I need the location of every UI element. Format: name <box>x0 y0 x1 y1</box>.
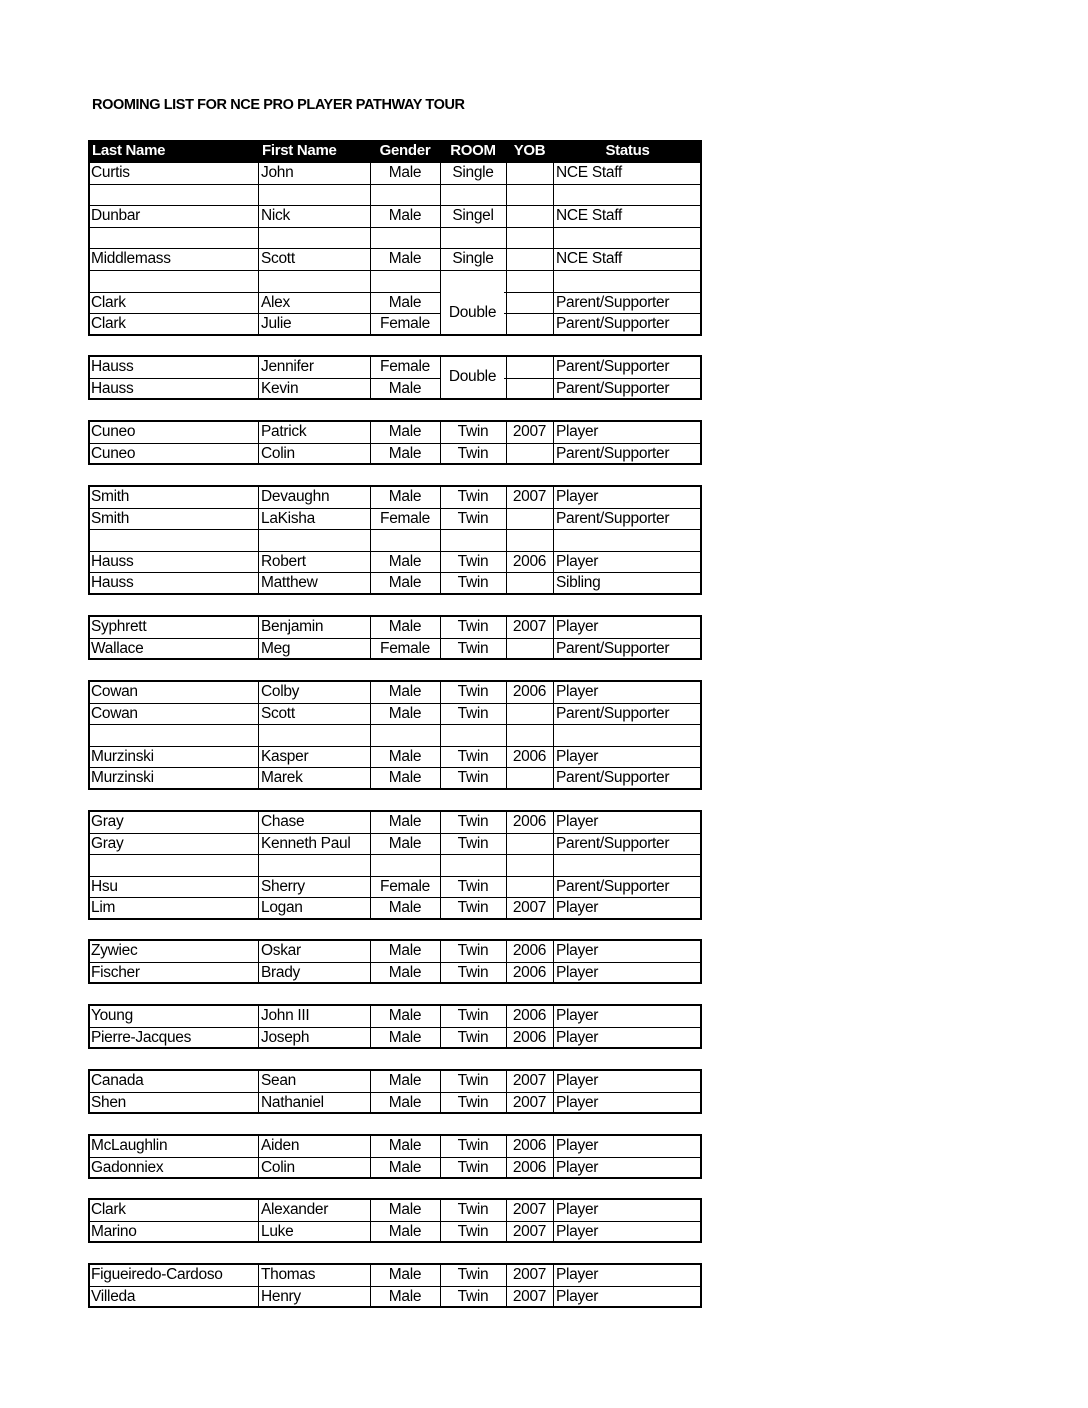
cell-last-name: Dunbar <box>91 207 141 225</box>
cell-first-name <box>258 227 370 249</box>
cell-gender: Female <box>380 877 430 895</box>
cell-yob: 2007 <box>512 1093 547 1111</box>
cell-last-name: Shen <box>91 1093 126 1111</box>
cell-room: Twin <box>457 704 489 722</box>
table-row <box>88 508 702 530</box>
cell-gender: Male <box>388 1093 422 1111</box>
cell-last-name: Villeda <box>91 1287 136 1305</box>
cell-room: Twin <box>457 1137 489 1154</box>
cell-first-name: John <box>261 164 294 181</box>
cell-gender: Male <box>388 552 422 570</box>
cell-yob: 2006 <box>512 1007 547 1024</box>
table-row <box>88 572 702 594</box>
cell-yob <box>506 703 553 725</box>
cell-room: Twin <box>457 1072 489 1089</box>
cell-yob <box>506 854 553 876</box>
cell-gender: Male <box>388 704 422 722</box>
cell-status: Player <box>556 1222 599 1240</box>
cell-room: Twin <box>457 1093 489 1111</box>
table-row <box>88 227 702 249</box>
cell-gender <box>370 227 440 249</box>
cell-status: Parent/Supporter <box>556 877 670 895</box>
cell-status: Player <box>556 1287 599 1305</box>
cell-status <box>553 270 702 292</box>
cell-gender: Female <box>380 358 430 375</box>
cell-room: Twin <box>457 769 489 787</box>
cell-status <box>553 724 702 746</box>
table-row <box>88 162 702 184</box>
table-row <box>88 1135 702 1157</box>
cell-last-name: Cowan <box>91 704 138 722</box>
table-row <box>88 854 702 876</box>
table-row <box>88 1221 702 1243</box>
cell-status: Sibling <box>556 574 601 592</box>
cell-last-name: Wallace <box>91 639 144 657</box>
cell-gender: Male <box>388 207 422 225</box>
cell-first-name: Colin <box>261 444 295 462</box>
cell-last-name: Canada <box>91 1072 144 1089</box>
cell-last-name: Hauss <box>91 358 134 375</box>
cell-first-name <box>258 270 370 292</box>
table-row <box>88 703 702 725</box>
cell-status: Player <box>556 963 599 981</box>
cell-yob <box>506 508 553 530</box>
table-row <box>88 443 702 465</box>
cell-status: NCE Staff <box>556 207 622 225</box>
table-row <box>88 811 702 833</box>
table-row <box>88 1070 702 1092</box>
cell-yob <box>506 205 553 227</box>
cell-yob: 2007 <box>512 1201 547 1218</box>
cell-room: Twin <box>457 813 489 830</box>
cell-yob <box>506 767 553 789</box>
cell-first-name: Chase <box>261 813 305 830</box>
document-title: ROOMING LIST FOR NCE PRO PLAYER PATHWAY TOUR <box>92 97 465 113</box>
cell-status: Player <box>556 1072 599 1089</box>
cell-last-name: Lim <box>91 899 116 917</box>
table-row <box>88 421 702 443</box>
cell-yob <box>506 313 553 335</box>
cell-first-name: Thomas <box>261 1266 316 1283</box>
cell-yob: 2006 <box>512 747 547 765</box>
cell-status: Parent/Supporter <box>556 444 670 462</box>
cell-yob: 2006 <box>512 813 547 830</box>
cell-first-name: Patrick <box>261 423 307 440</box>
cell-yob: 2006 <box>512 1137 547 1154</box>
cell-gender: Male <box>388 1028 422 1046</box>
cell-room: Twin <box>457 963 489 981</box>
cell-yob: 2006 <box>512 942 547 959</box>
cell-yob <box>506 270 553 292</box>
table-row <box>88 292 702 314</box>
cell-status: NCE Staff <box>556 250 622 268</box>
cell-last-name: Young <box>91 1007 133 1024</box>
table-row <box>88 356 702 378</box>
cell-gender: Male <box>388 834 422 852</box>
cell-room: Twin <box>457 877 489 895</box>
cell-first-name: Benjamin <box>261 618 324 635</box>
cell-yob: 2007 <box>512 1072 547 1089</box>
cell-first-name: Aiden <box>261 1137 300 1154</box>
cell-last-name: Hauss <box>91 552 134 570</box>
cell-first-name: Scott <box>261 250 295 268</box>
cell-room <box>440 270 506 292</box>
cell-yob <box>506 724 553 746</box>
cell-gender: Male <box>388 1201 422 1218</box>
cell-last-name: Marino <box>91 1222 137 1240</box>
cell-room: Twin <box>457 444 489 462</box>
cell-last-name: Clark <box>91 1201 126 1218</box>
table-row <box>88 551 702 573</box>
cell-status: Player <box>556 747 599 765</box>
cell-yob <box>506 356 553 378</box>
cell-status: Player <box>556 1093 599 1111</box>
cell-room: Twin <box>457 639 489 657</box>
cell-room: Twin <box>457 747 489 765</box>
cell-gender: Male <box>388 899 422 917</box>
cell-room: Twin <box>457 1007 489 1024</box>
cell-yob <box>506 876 553 898</box>
cell-first-name <box>258 184 370 206</box>
cell-yob: 2007 <box>512 618 547 635</box>
cell-gender: Male <box>388 1222 422 1240</box>
table-row <box>88 962 702 984</box>
cell-gender: Male <box>388 942 422 959</box>
cell-first-name: Nathaniel <box>261 1093 324 1111</box>
cell-gender: Female <box>380 315 430 333</box>
table-row <box>88 897 702 919</box>
cell-status: Parent/Supporter <box>556 293 670 311</box>
cell-room: Twin <box>457 1266 489 1283</box>
cell-room: Twin <box>457 1222 489 1240</box>
cell-first-name: Kevin <box>261 379 299 397</box>
cell-first-name: Jennifer <box>261 358 314 375</box>
cell-first-name: Alex <box>261 293 290 311</box>
cell-gender: Male <box>388 250 422 268</box>
cell-last-name: Syphrett <box>91 618 147 635</box>
cell-last-name: Figueiredo-Cardoso <box>91 1266 223 1283</box>
cell-last-name: Gray <box>91 834 124 852</box>
cell-gender: Male <box>388 1266 422 1283</box>
table-row <box>88 1005 702 1027</box>
table-row <box>88 616 702 638</box>
cell-first-name: John III <box>261 1007 310 1024</box>
cell-yob: 2006 <box>512 1028 547 1046</box>
cell-last-name: Cowan <box>91 683 138 700</box>
cell-last-name: Clark <box>91 315 126 333</box>
table-row <box>88 378 702 400</box>
cell-yob <box>506 378 553 400</box>
cell-last-name <box>88 724 258 746</box>
cell-status: Parent/Supporter <box>556 639 670 657</box>
cell-status <box>553 529 702 551</box>
cell-first-name: Sherry <box>261 877 305 895</box>
cell-last-name <box>88 227 258 249</box>
cell-yob <box>506 833 553 855</box>
cell-last-name: Cuneo <box>91 423 136 440</box>
table-row <box>88 724 702 746</box>
cell-first-name: LaKisha <box>261 509 315 527</box>
cell-first-name: Nick <box>261 207 290 225</box>
cell-room: Twin <box>457 834 489 852</box>
cell-gender: Male <box>388 164 422 181</box>
cell-gender: Male <box>388 423 422 440</box>
cell-gender <box>370 854 440 876</box>
cell-first-name: Marek <box>261 769 303 787</box>
table-row <box>88 486 702 508</box>
cell-yob <box>506 529 553 551</box>
cell-yob <box>506 638 553 660</box>
cell-last-name: Zywiec <box>91 942 138 959</box>
cell-room: Twin <box>457 942 489 959</box>
cell-last-name: Smith <box>91 509 130 527</box>
header-row <box>88 140 702 162</box>
table-row <box>88 1286 702 1308</box>
cell-yob: 2007 <box>512 423 547 440</box>
cell-status: NCE Staff <box>556 164 622 181</box>
cell-status: Player <box>556 813 599 830</box>
cell-last-name: Smith <box>91 488 130 505</box>
cell-status: Player <box>556 1266 599 1283</box>
cell-yob <box>506 443 553 465</box>
cell-first-name <box>258 529 370 551</box>
cell-last-name <box>88 184 258 206</box>
cell-first-name: Luke <box>261 1222 294 1240</box>
cell-first-name: Julie <box>261 315 292 333</box>
cell-gender: Female <box>380 639 430 657</box>
cell-first-name: Meg <box>261 639 291 657</box>
cell-status: Parent/Supporter <box>556 834 670 852</box>
header-yob: YOB <box>513 142 546 159</box>
cell-room: Twin <box>457 1158 489 1176</box>
table-row <box>88 270 702 292</box>
cell-status: Player <box>556 1007 599 1024</box>
cell-last-name <box>88 854 258 876</box>
cell-last-name: Gadonniex <box>91 1158 164 1176</box>
table-row <box>88 876 702 898</box>
cell-first-name: Colin <box>261 1158 295 1176</box>
cell-room <box>440 184 506 206</box>
cell-yob: 2006 <box>512 552 547 570</box>
cell-gender: Male <box>388 379 422 397</box>
cell-status <box>553 184 702 206</box>
cell-status: Player <box>556 899 599 917</box>
merged-room-cell: Double <box>441 292 504 333</box>
table-row <box>88 940 702 962</box>
header-last-name: Last Name <box>92 142 166 159</box>
cell-first-name: Scott <box>261 704 295 722</box>
cell-last-name: Gray <box>91 813 124 830</box>
cell-room: Twin <box>457 1287 489 1305</box>
cell-first-name: Matthew <box>261 574 318 592</box>
cell-yob: 2007 <box>512 899 547 917</box>
cell-room: Singel <box>452 207 494 225</box>
table-row <box>88 638 702 660</box>
cell-first-name: Devaughn <box>261 488 330 505</box>
cell-gender: Male <box>388 1072 422 1089</box>
cell-room: Twin <box>457 423 489 440</box>
table-row <box>88 205 702 227</box>
cell-first-name: Kasper <box>261 747 309 765</box>
cell-status: Parent/Supporter <box>556 704 670 722</box>
cell-last-name: Hauss <box>91 379 134 397</box>
cell-gender: Male <box>388 1287 422 1305</box>
cell-gender: Male <box>388 488 422 505</box>
cell-gender: Male <box>388 574 422 592</box>
cell-room <box>440 529 506 551</box>
cell-first-name: Sean <box>261 1072 296 1089</box>
cell-status: Parent/Supporter <box>556 358 670 375</box>
cell-yob: 2006 <box>512 963 547 981</box>
cell-last-name: Curtis <box>91 164 130 181</box>
cell-status: Player <box>556 423 599 440</box>
cell-status: Player <box>556 683 599 700</box>
table-row <box>88 248 702 270</box>
cell-status: Player <box>556 618 599 635</box>
header-status: Status <box>605 142 650 159</box>
cell-gender <box>370 184 440 206</box>
cell-gender <box>370 724 440 746</box>
cell-gender <box>370 270 440 292</box>
cell-room: Twin <box>457 1028 489 1046</box>
cell-last-name: Pierre-Jacques <box>91 1028 192 1046</box>
cell-status: Player <box>556 1201 599 1218</box>
cell-yob: 2006 <box>512 1158 547 1176</box>
cell-yob <box>506 292 553 314</box>
cell-room <box>440 854 506 876</box>
table-row <box>88 767 702 789</box>
cell-last-name: Cuneo <box>91 444 136 462</box>
cell-last-name: Hauss <box>91 574 134 592</box>
header-room: ROOM <box>450 142 496 159</box>
header-first-name: First Name <box>262 142 337 159</box>
cell-status: Player <box>556 942 599 959</box>
cell-room: Twin <box>457 618 489 635</box>
cell-yob: 2006 <box>512 683 547 700</box>
cell-gender: Male <box>388 618 422 635</box>
cell-room <box>440 227 506 249</box>
cell-gender: Male <box>388 444 422 462</box>
table-row <box>88 833 702 855</box>
cell-room: Twin <box>457 509 489 527</box>
cell-room: Twin <box>457 1201 489 1218</box>
cell-gender: Male <box>388 813 422 830</box>
cell-last-name: Hsu <box>91 877 118 895</box>
table-row <box>88 1264 702 1286</box>
cell-last-name: Clark <box>91 293 126 311</box>
cell-yob <box>506 248 553 270</box>
cell-status: Player <box>556 1158 599 1176</box>
cell-room: Twin <box>457 683 489 700</box>
cell-gender: Male <box>388 683 422 700</box>
cell-room: Single <box>452 164 494 181</box>
cell-gender: Male <box>388 1137 422 1154</box>
cell-last-name <box>88 270 258 292</box>
cell-room: Twin <box>457 899 489 917</box>
cell-first-name: Brady <box>261 963 300 981</box>
table-row <box>88 1027 702 1049</box>
cell-last-name: Middlemass <box>91 250 171 268</box>
cell-status: Parent/Supporter <box>556 509 670 527</box>
cell-first-name: Oskar <box>261 942 301 959</box>
cell-status: Parent/Supporter <box>556 315 670 333</box>
merged-room-cell: Double <box>441 357 504 398</box>
cell-room: Twin <box>457 488 489 505</box>
header-gender: Gender <box>379 142 431 159</box>
cell-room <box>440 724 506 746</box>
cell-first-name <box>258 724 370 746</box>
cell-status <box>553 227 702 249</box>
cell-yob <box>506 227 553 249</box>
cell-yob <box>506 572 553 594</box>
table-row <box>88 184 702 206</box>
cell-yob: 2007 <box>512 488 547 505</box>
cell-last-name: McLaughlin <box>91 1137 168 1154</box>
cell-gender: Male <box>388 747 422 765</box>
table-row <box>88 313 702 335</box>
cell-status: Player <box>556 1028 599 1046</box>
cell-gender: Male <box>388 293 422 311</box>
cell-first-name <box>258 854 370 876</box>
cell-gender: Male <box>388 769 422 787</box>
cell-gender: Male <box>388 963 422 981</box>
table-row <box>88 529 702 551</box>
table-row <box>88 681 702 703</box>
cell-status: Parent/Supporter <box>556 379 670 397</box>
cell-first-name: Robert <box>261 552 306 570</box>
cell-yob <box>506 162 553 184</box>
cell-first-name: Joseph <box>261 1028 310 1046</box>
cell-first-name: Logan <box>261 899 303 917</box>
cell-first-name: Kenneth Paul <box>261 834 351 852</box>
cell-yob <box>506 184 553 206</box>
table-row <box>88 1092 702 1114</box>
cell-gender: Female <box>380 509 430 527</box>
cell-yob: 2007 <box>512 1222 547 1240</box>
table-row <box>88 1157 702 1179</box>
cell-status <box>553 854 702 876</box>
cell-room: Twin <box>457 574 489 592</box>
cell-gender: Male <box>388 1007 422 1024</box>
table-row <box>88 1199 702 1221</box>
cell-first-name: Henry <box>261 1287 301 1305</box>
cell-status: Player <box>556 1137 599 1154</box>
cell-status: Player <box>556 552 599 570</box>
cell-yob: 2007 <box>512 1287 547 1305</box>
cell-room: Single <box>452 250 494 268</box>
cell-yob: 2007 <box>512 1266 547 1283</box>
cell-last-name: Murzinski <box>91 747 154 765</box>
cell-last-name <box>88 529 258 551</box>
cell-room: Twin <box>457 552 489 570</box>
cell-first-name: Colby <box>261 683 300 700</box>
cell-gender: Male <box>388 1158 422 1176</box>
cell-status: Parent/Supporter <box>556 769 670 787</box>
cell-last-name: Murzinski <box>91 769 154 787</box>
cell-gender <box>370 529 440 551</box>
cell-status: Player <box>556 488 599 505</box>
cell-last-name: Fischer <box>91 963 140 981</box>
table-row <box>88 746 702 768</box>
cell-first-name: Alexander <box>261 1201 329 1218</box>
